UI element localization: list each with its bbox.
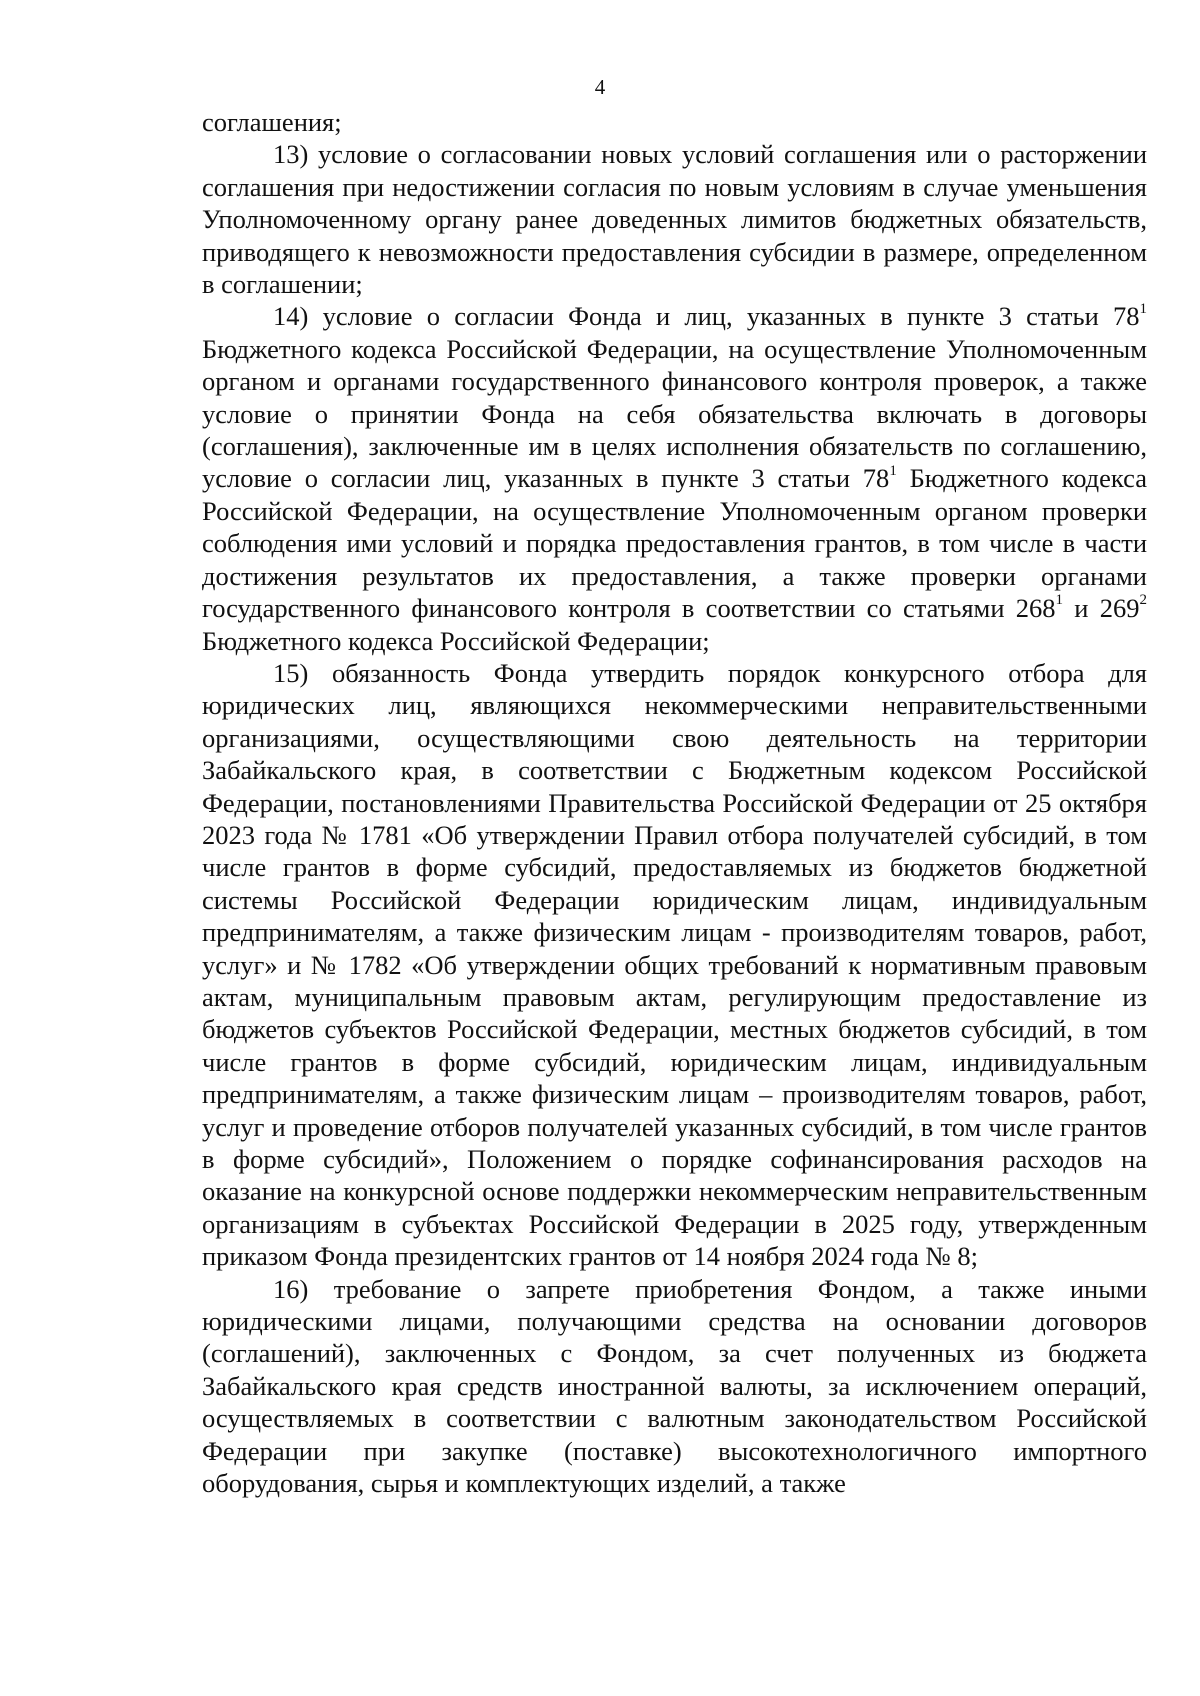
page-number: 4 [594, 75, 606, 99]
superscript: 1 [1139, 300, 1147, 317]
paragraph-continuation: соглашения; [202, 107, 342, 137]
paragraph-item-15: 15) обязанность Фонда утвердить порядок конкурсного отбора для юридических лиц, являющихся некоммерческими неправительственными организациями, осуществляющими свою деятельность на территории Забайкальского края, в соответствии с Бюджетным кодексом Российской Федерации, постановлениями Правительства Российской Федерации от 25 октября 2023 года № 1781 «Об утверждении Правил отбора получателей субсидий, в том числе грантов в форме субсидий, предоставляемых из бюджетов бюджетной системы Российской Федерации юридическим лицам, индивидуальным предпринимателям, а также физическим лицам - производителям товаров, работ, услуг» и № 1782 «Об утверждении общих требований к нормативным правовым актам, муниципальным правовым актам, регулирующим предоставление из бюджетов субъектов Российской Федерации, местных бюджетов субсидий, в том числе грантов в форме субсидий, юридическим лицам, индивидуальным предпринимателям, а также физическим лицам – производителям товаров, работ, услуг и проведение отборов получателей указанных субсидий, в том числе грантов в форме субсидий», Положением о порядке софинансирования расходов на оказание на конкурсной основе поддержки некоммерческим неправительственным организациям в субъектах Российской Федерации в 2025 году, утвержденным приказом Фонда президентских грантов от 14 ноября 2024 года № 8; [202, 657, 1147, 1272]
paragraph-item-16: 16) требование о запрете приобретения Фондом, а также иными юридическими лицами, получающими средства на основании договоров (соглашений), заключенных с Фондом, за счет полученных из бюджета Забайкальского края средств иностранной валюты, за исключением операций, осуществляемых в соответствии с валютным законодательством Российской Федерации при закупке (поставке) высокотехнологичного импортного оборудования, сырья и комплектующих изделий, а также [202, 1273, 1147, 1499]
superscript: 2 [1139, 592, 1147, 609]
superscript: 1 [1055, 592, 1064, 609]
paragraph-text: Бюджетного кодекса Российской Федерации, на осуществление Уполномоченным органом и органами государственного финансового контроля проверок, а также условие о принятии Фонда на себя обязательства включать в договоры (соглашения), заключенные им в целях исполнения обязательств по соглашению, условие о согласии лиц, указанных в пункте 3 статьи 78 [202, 333, 1147, 494]
paragraph-text: Бюджетного кодекса Российской Федерации; [202, 625, 710, 656]
paragraph-text: и 269 [1063, 593, 1140, 624]
superscript: 1 [889, 462, 897, 479]
paragraph-text: Бюджетного кодекса Российской Федерации, на осуществление Уполномоченным органом проверки соблюдения ими условий и порядка предоставления грантов, в том числе в части достижения результатов их предоставления, а также проверки органами государственного финансового контроля в соответствии со статьями 268 [202, 463, 1147, 624]
paragraph-item-13: 13) условие о согласовании новых условий соглашения или о расторжении соглашения при недостижении согласия по новым условиям в случае уменьшения Уполномоченному органу ранее доведенных лимитов бюджетных обязательств, приводящего к невозможности предоставления субсидии в размере, определенном в соглашении; [202, 139, 1147, 300]
paragraph-item-14 [202, 300, 1147, 656]
document-body [202, 106, 1147, 1499]
paragraph-text: 14) условие о согласии Фонда и лиц, указанных в пункте 3 статьи 78 [273, 301, 1140, 332]
